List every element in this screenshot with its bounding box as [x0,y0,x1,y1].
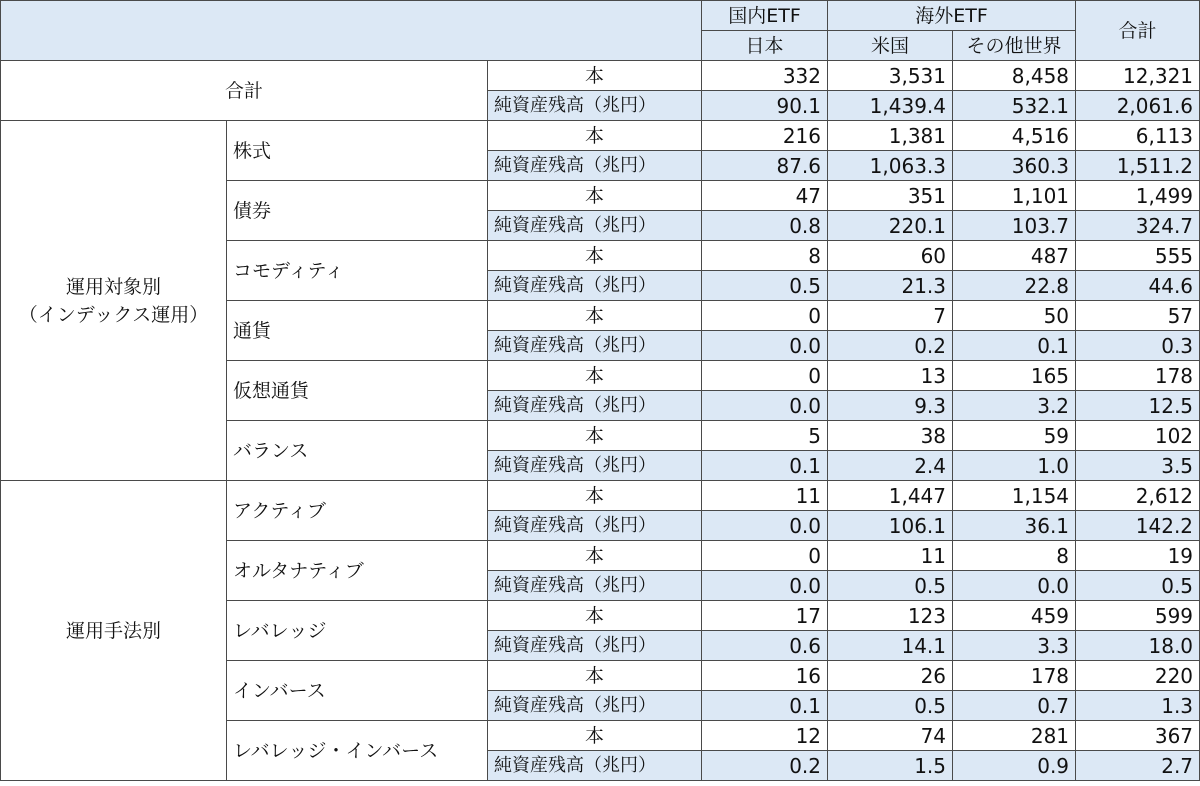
count-value: 8 [953,541,1076,571]
total-count-value: 3,531 [828,61,953,91]
assets-value: 14.1 [828,631,953,661]
count-value: 1,381 [828,121,953,151]
count-value: 178 [953,661,1076,691]
assets-value: 106.1 [828,511,953,541]
net-assets-label: 純資産残高（兆円） [488,451,702,481]
assets-value: 0.5 [828,571,953,601]
category-label: アクティブ [227,481,488,541]
count-label: 本 [488,721,702,751]
count-value: 2,612 [1076,481,1200,511]
assets-value: 0.0 [953,571,1076,601]
assets-value: 22.8 [953,271,1076,301]
category-label: バランス [227,421,488,481]
count-label: 本 [488,421,702,451]
count-label: 本 [488,61,702,91]
count-value: 102 [1076,421,1200,451]
count-value: 12 [702,721,828,751]
assets-value: 0.8 [702,211,828,241]
category-label: インバース [227,661,488,721]
assets-value: 21.3 [828,271,953,301]
count-value: 599 [1076,601,1200,631]
assets-value: 142.2 [1076,511,1200,541]
category-label: 債券 [227,181,488,241]
net-assets-label: 純資産残高（兆円） [488,211,702,241]
count-value: 459 [953,601,1076,631]
assets-value: 1.3 [1076,691,1200,721]
count-value: 7 [828,301,953,331]
header-domestic-etf: 国内ETF [702,1,828,31]
category-label: コモディティ [227,241,488,301]
assets-value: 0.2 [828,331,953,361]
count-value: 60 [828,241,953,271]
count-value: 59 [953,421,1076,451]
net-assets-label: 純資産残高（兆円） [488,571,702,601]
assets-value: 1.5 [828,751,953,781]
assets-value: 0.5 [1076,571,1200,601]
count-label: 本 [488,541,702,571]
assets-value: 0.1 [702,691,828,721]
count-label: 本 [488,241,702,271]
table-body [1,61,1200,781]
group-label [1,481,227,781]
count-value: 1,154 [953,481,1076,511]
net-assets-label: 純資産残高（兆円） [488,751,702,781]
total-count-value: 332 [702,61,828,91]
count-value: 47 [702,181,828,211]
count-label: 本 [488,661,702,691]
assets-value: 0.1 [953,331,1076,361]
count-value: 220 [1076,661,1200,691]
group-label-line1: 運用対象別 [65,275,161,298]
table-row [1,121,1200,151]
count-label: 本 [488,121,702,151]
assets-value: 3.2 [953,391,1076,421]
header-row-1 [1,1,1200,31]
assets-value: 3.5 [1076,451,1200,481]
assets-value: 18.0 [1076,631,1200,661]
count-value: 123 [828,601,953,631]
total-label: 合計 [1,61,488,121]
table-row [1,481,1200,511]
assets-value: 0.1 [702,451,828,481]
count-value: 1,101 [953,181,1076,211]
header-blank [1,1,702,61]
net-assets-label: 純資産残高（兆円） [488,511,702,541]
count-value: 0 [702,361,828,391]
count-value: 5 [702,421,828,451]
net-assets-label: 純資産残高（兆円） [488,271,702,301]
count-value: 4,516 [953,121,1076,151]
net-assets-label: 純資産残高（兆円） [488,151,702,181]
table-row [1,61,1200,91]
count-value: 17 [702,601,828,631]
assets-value: 0.2 [702,751,828,781]
assets-value: 3.3 [953,631,1076,661]
count-value: 38 [828,421,953,451]
count-value: 8 [702,241,828,271]
total-assets-value: 1,439.4 [828,91,953,121]
count-value: 281 [953,721,1076,751]
assets-value: 0.3 [1076,331,1200,361]
assets-value: 2.4 [828,451,953,481]
category-label: 株式 [227,121,488,181]
count-label: 本 [488,361,702,391]
count-value: 555 [1076,241,1200,271]
count-value: 165 [953,361,1076,391]
count-value: 351 [828,181,953,211]
total-assets-value: 532.1 [953,91,1076,121]
count-value: 19 [1076,541,1200,571]
category-label: 仮想通貨 [227,361,488,421]
count-value: 6,113 [1076,121,1200,151]
count-value: 74 [828,721,953,751]
count-label: 本 [488,601,702,631]
count-value: 487 [953,241,1076,271]
total-assets-value: 2,061.6 [1076,91,1200,121]
assets-value: 0.0 [702,571,828,601]
assets-value: 103.7 [953,211,1076,241]
net-assets-label: 純資産残高（兆円） [488,691,702,721]
count-label: 本 [488,301,702,331]
count-label: 本 [488,481,702,511]
assets-value: 0.6 [702,631,828,661]
count-value: 367 [1076,721,1200,751]
assets-value: 0.0 [702,331,828,361]
total-assets-value: 90.1 [702,91,828,121]
category-label: レバレッジ・インバース [227,721,488,781]
assets-value: 0.5 [702,271,828,301]
total-count-value: 8,458 [953,61,1076,91]
assets-value: 0.5 [828,691,953,721]
count-value: 16 [702,661,828,691]
count-value: 1,447 [828,481,953,511]
assets-value: 1,063.3 [828,151,953,181]
assets-value: 2.7 [1076,751,1200,781]
count-value: 1,499 [1076,181,1200,211]
count-value: 50 [953,301,1076,331]
net-assets-label: 純資産残高（兆円） [488,91,702,121]
assets-value: 44.6 [1076,271,1200,301]
header-japan: 日本 [702,31,828,61]
header-foreign-etf: 海外ETF [828,1,1076,31]
category-label: レバレッジ [227,601,488,661]
assets-value: 1,511.2 [1076,151,1200,181]
count-value: 0 [702,541,828,571]
group-label-line2: （インデックス運用） [18,303,209,326]
net-assets-label: 純資産残高（兆円） [488,331,702,361]
header-total: 合計 [1076,1,1200,61]
assets-value: 12.5 [1076,391,1200,421]
count-value: 0 [702,301,828,331]
count-value: 57 [1076,301,1200,331]
group-label [1,121,227,481]
assets-value: 360.3 [953,151,1076,181]
assets-value: 1.0 [953,451,1076,481]
assets-value: 0.0 [702,391,828,421]
count-label: 本 [488,181,702,211]
assets-value: 0.0 [702,511,828,541]
total-count-value: 12,321 [1076,61,1200,91]
count-value: 216 [702,121,828,151]
header-other-world: その他世界 [953,31,1076,61]
count-value: 26 [828,661,953,691]
category-label: 通貨 [227,301,488,361]
assets-value: 87.6 [702,151,828,181]
header-us: 米国 [828,31,953,61]
group-label-line1: 運用手法別 [65,619,161,642]
assets-value: 9.3 [828,391,953,421]
assets-value: 36.1 [953,511,1076,541]
count-value: 178 [1076,361,1200,391]
assets-value: 0.7 [953,691,1076,721]
assets-value: 220.1 [828,211,953,241]
assets-value: 0.9 [953,751,1076,781]
count-value: 13 [828,361,953,391]
assets-value: 324.7 [1076,211,1200,241]
category-label: オルタナティブ [227,541,488,601]
net-assets-label: 純資産残高（兆円） [488,631,702,661]
count-value: 11 [702,481,828,511]
count-value: 11 [828,541,953,571]
net-assets-label: 純資産残高（兆円） [488,391,702,421]
